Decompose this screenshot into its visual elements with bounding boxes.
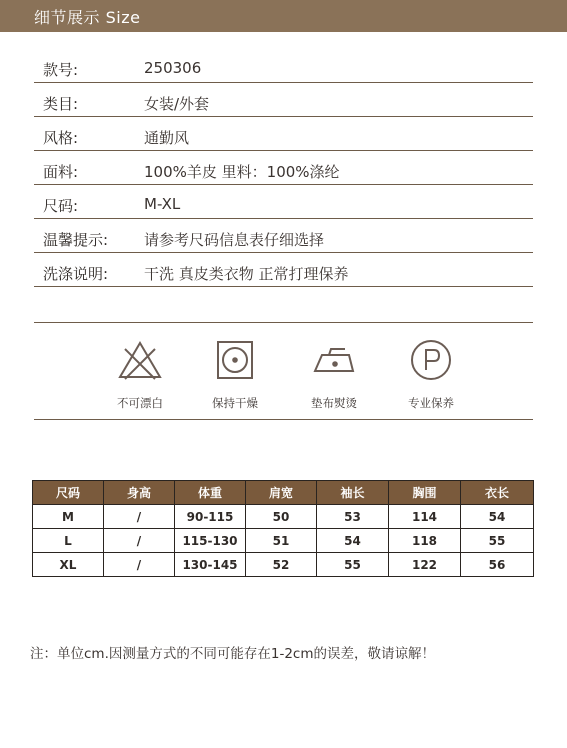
table-cell: / [104, 553, 175, 577]
detail-value: 100%羊皮 里料：100%涤纶 [144, 163, 340, 181]
detail-value: 请参考尺码信息表仔细选择 [144, 231, 325, 249]
table-cell: 56 [461, 553, 534, 577]
table-cell: 55 [317, 553, 389, 577]
table-header-row [33, 481, 534, 505]
detail-row-tip [34, 225, 533, 253]
table-cell: 130-145 [175, 553, 246, 577]
care-label: 垫布熨烫 [311, 396, 357, 410]
detail-row-size [34, 191, 533, 219]
care-item-keep-dry [190, 339, 280, 411]
no-bleach-icon [115, 339, 165, 383]
detail-label: 温馨提示: [43, 231, 109, 249]
measurement-note: 注：单位cm.因测量方式的不同可能存在1-2cm的误差，敬请谅解！ [30, 646, 435, 662]
detail-value: 女装/外套 [144, 95, 210, 113]
table-cell: L [33, 529, 104, 553]
table-row [33, 553, 534, 577]
keep-dry-icon [210, 339, 260, 383]
detail-value: 250306 [144, 59, 202, 77]
care-label: 保持干燥 [212, 396, 258, 410]
table-cell: 90-115 [175, 505, 246, 529]
professional-care-icon [406, 339, 456, 383]
table-cell: 53 [317, 505, 389, 529]
detail-row-fabric [34, 157, 533, 185]
iron-with-cloth-icon [309, 339, 359, 383]
table-row [33, 505, 534, 529]
detail-row-style [34, 123, 533, 151]
column-header: 尺码 [33, 481, 104, 505]
care-instructions-panel [34, 322, 533, 420]
detail-value: 通勤风 [144, 129, 190, 147]
column-header: 袖长 [317, 481, 389, 505]
detail-label: 款号: [43, 61, 79, 79]
care-item-iron-with-cloth [289, 339, 379, 411]
table-cell: 51 [246, 529, 317, 553]
table-cell: 115-130 [175, 529, 246, 553]
header-bar [0, 0, 567, 32]
column-header: 衣长 [461, 481, 534, 505]
table-cell: M [33, 505, 104, 529]
table-cell: 118 [389, 529, 461, 553]
table-cell: 122 [389, 553, 461, 577]
detail-value: M-XL [144, 195, 181, 213]
detail-label: 面料: [43, 163, 79, 181]
table-cell: 55 [461, 529, 534, 553]
table-cell: 50 [246, 505, 317, 529]
detail-label: 风格: [43, 129, 79, 147]
care-label: 不可漂白 [117, 396, 163, 410]
care-item-no-bleach [95, 339, 185, 411]
detail-label: 洗涤说明: [43, 265, 109, 283]
page-title: 细节展示 Size [34, 8, 141, 27]
table-row [33, 529, 534, 553]
table-cell: 54 [461, 505, 534, 529]
table-cell: 52 [246, 553, 317, 577]
column-header: 胸围 [389, 481, 461, 505]
table-cell: 114 [389, 505, 461, 529]
column-header: 肩宽 [246, 481, 317, 505]
detail-label: 尺码: [43, 197, 79, 215]
table-cell: / [104, 505, 175, 529]
detail-value: 干洗 真皮类衣物 正常打理保养 [144, 265, 349, 283]
table-cell: XL [33, 553, 104, 577]
table-cell: 54 [317, 529, 389, 553]
table-cell: / [104, 529, 175, 553]
column-header: 体重 [175, 481, 246, 505]
detail-row-style-number [34, 55, 533, 83]
detail-row-category [34, 89, 533, 117]
size-table [32, 480, 534, 577]
care-label: 专业保养 [408, 396, 454, 410]
column-header: 身高 [104, 481, 175, 505]
detail-label: 类目: [43, 95, 79, 113]
care-item-professional-care [386, 339, 476, 411]
detail-row-washing [34, 259, 533, 287]
